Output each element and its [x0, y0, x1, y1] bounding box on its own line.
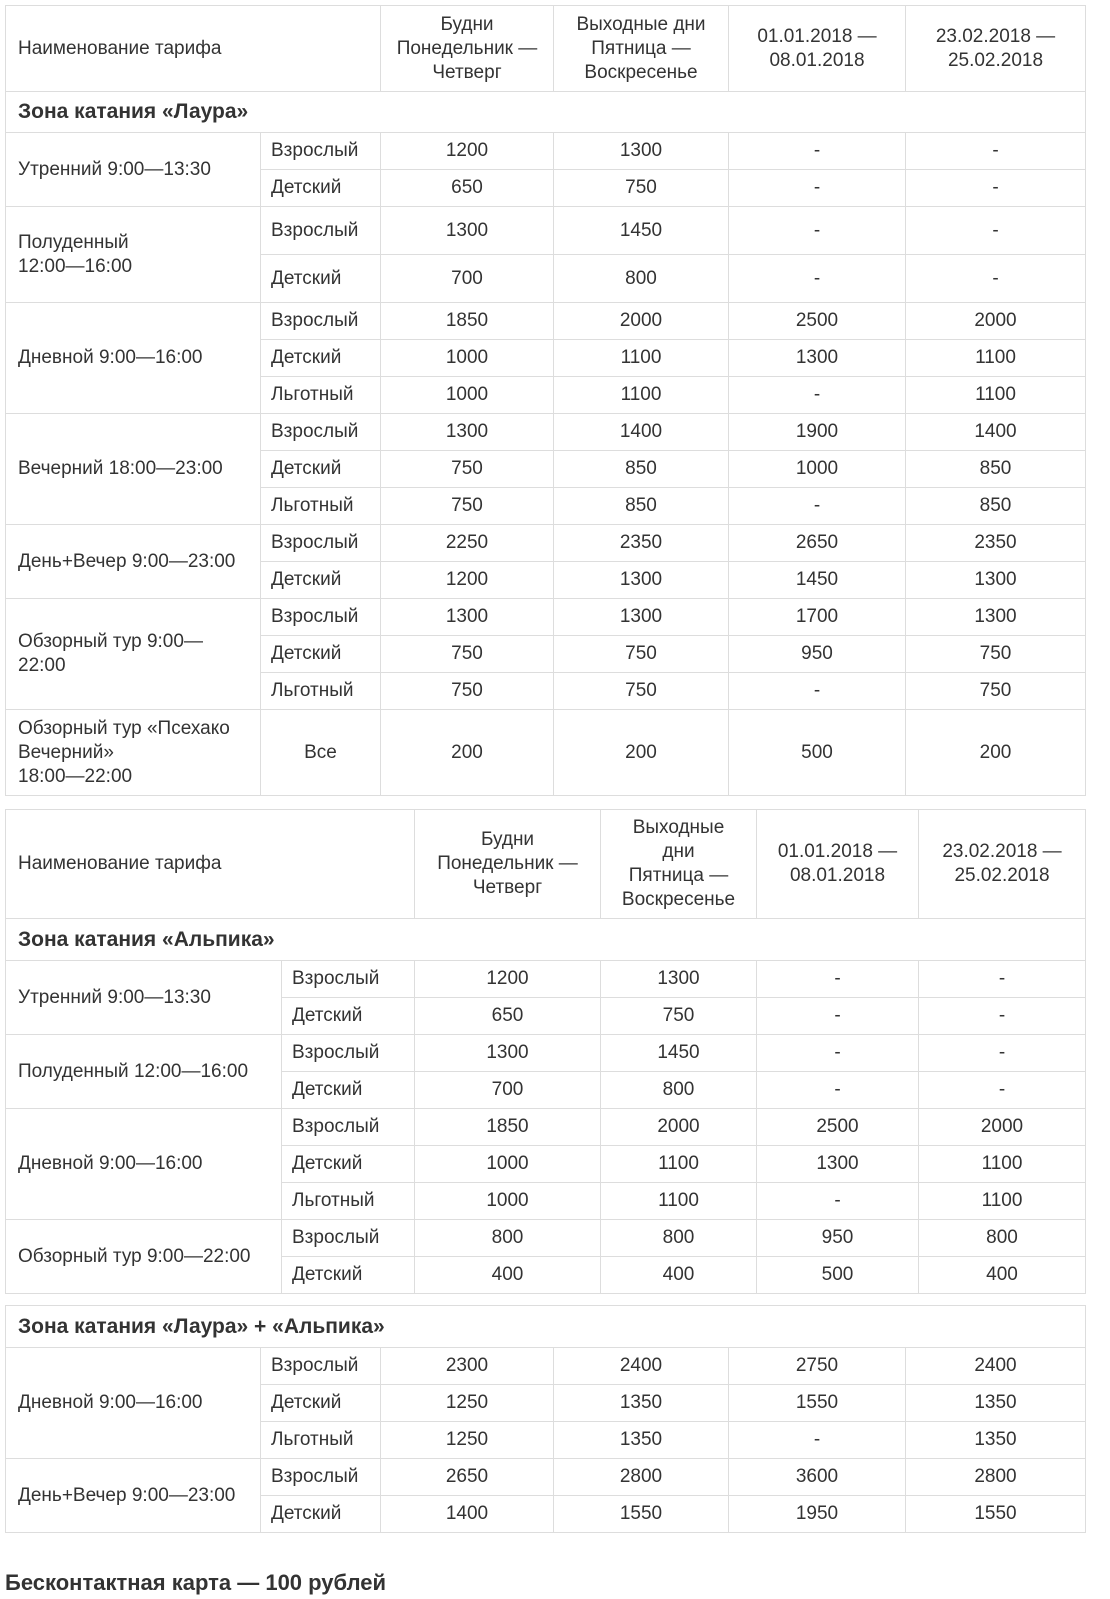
- tariff-name-cell: [6, 414, 261, 525]
- tariff-table-combo: [5, 1305, 1086, 1533]
- price-cell: 1000: [381, 340, 554, 377]
- price-cell: 2000: [554, 303, 729, 340]
- price-cell: 1400: [554, 414, 729, 451]
- price-cell: 1000: [381, 377, 554, 414]
- tariff-name-cell: [6, 207, 261, 303]
- price-cell: -: [729, 377, 906, 414]
- price-cell: 1200: [415, 961, 601, 998]
- header-period-january: [729, 6, 906, 92]
- price-cell: 750: [554, 673, 729, 710]
- header-weekend: [601, 810, 757, 919]
- price-cell: 400: [601, 1257, 757, 1294]
- price-cell: 750: [381, 451, 554, 488]
- price-cell: 2350: [906, 525, 1086, 562]
- category-cell: Взрослый: [261, 303, 381, 340]
- tariff-name-line: Обзорный тур 9:00—: [18, 631, 203, 652]
- price-cell: 1300: [554, 562, 729, 599]
- price-cell: 1550: [554, 1496, 729, 1533]
- header-weekdays: [415, 810, 601, 919]
- price-cell: 400: [919, 1257, 1086, 1294]
- table-row: [6, 1459, 1086, 1496]
- price-cell: 1300: [906, 562, 1086, 599]
- category-cell: Льготный: [261, 1422, 381, 1459]
- tariff-name-cell: [6, 710, 261, 796]
- price-cell: 1450: [601, 1035, 757, 1072]
- category-cell: Все: [261, 710, 381, 796]
- tariff-name-cell: [6, 525, 261, 599]
- zone-title-combo: Зона катания «Лаура» + «Альпика»: [6, 1306, 1086, 1348]
- price-cell: 750: [381, 673, 554, 710]
- price-cell: 1350: [554, 1422, 729, 1459]
- price-cell: 750: [601, 998, 757, 1035]
- price-cell: 200: [381, 710, 554, 796]
- price-cell: 2400: [906, 1348, 1086, 1385]
- table-row: [6, 961, 1086, 998]
- price-cell: 2650: [729, 525, 906, 562]
- category-cell: Детский: [261, 340, 381, 377]
- price-cell: 1300: [415, 1035, 601, 1072]
- header-line: 01.01.2018 —: [757, 25, 877, 47]
- price-cell: 850: [906, 451, 1086, 488]
- category-cell: Детский: [282, 998, 415, 1035]
- table-header-row: [6, 6, 1086, 92]
- price-cell: 1550: [729, 1385, 906, 1422]
- zone-row: [6, 92, 1086, 133]
- price-cell: 500: [729, 710, 906, 796]
- table-row: [6, 710, 1086, 796]
- price-cell: 200: [554, 710, 729, 796]
- header-line: Четверг: [432, 61, 502, 83]
- price-cell: 1850: [381, 303, 554, 340]
- price-cell: 750: [381, 636, 554, 673]
- price-cell: 2500: [757, 1109, 919, 1146]
- price-cell: 800: [554, 255, 729, 303]
- header-line: 25.02.2018: [954, 865, 1050, 886]
- header-line: Четверг: [472, 877, 543, 898]
- price-cell: 500: [757, 1257, 919, 1294]
- price-cell: 1300: [381, 599, 554, 636]
- category-cell: Детский: [282, 1072, 415, 1109]
- price-cell: 750: [381, 488, 554, 525]
- table-row: [6, 525, 1086, 562]
- category-cell: Льготный: [261, 673, 381, 710]
- price-cell: 2750: [729, 1348, 906, 1385]
- price-cell: 1100: [919, 1183, 1086, 1220]
- price-cell: 1250: [381, 1385, 554, 1422]
- price-cell: 750: [906, 673, 1086, 710]
- price-cell: 400: [415, 1257, 601, 1294]
- tariff-name-cell: [6, 133, 261, 207]
- category-cell: Взрослый: [261, 599, 381, 636]
- price-cell: 1850: [415, 1109, 601, 1146]
- table-row: [6, 1109, 1086, 1146]
- header-line: 08.01.2018: [789, 865, 886, 886]
- price-cell: 2000: [906, 303, 1086, 340]
- header-weekdays: [381, 6, 554, 92]
- price-cell: 650: [415, 998, 601, 1035]
- tariff-name-line: День+Вечер 9:00—23:00: [18, 550, 236, 572]
- header-tariff-name: Наименование тарифа: [6, 6, 381, 92]
- price-cell: 800: [601, 1072, 757, 1109]
- price-cell: 1400: [906, 414, 1086, 451]
- tariff-name-line: Утренний 9:00—13:30: [18, 158, 211, 180]
- price-cell: 1550: [906, 1496, 1086, 1533]
- category-cell: Детский: [261, 451, 381, 488]
- tariff-name-line: 22:00: [18, 655, 66, 676]
- price-cell: 850: [554, 451, 729, 488]
- price-cell: 750: [554, 170, 729, 207]
- price-cell: 1100: [601, 1183, 757, 1220]
- tariff-table-laura: [5, 5, 1086, 796]
- header-line: 01.01.2018 —: [777, 841, 898, 862]
- price-cell: 200: [906, 710, 1086, 796]
- tariff-name-cell: [6, 599, 261, 710]
- header-period-february: [906, 6, 1086, 92]
- header-line: 23.02.2018 —: [935, 25, 1056, 47]
- price-cell: 1100: [919, 1146, 1086, 1183]
- header-line: Пятница —: [628, 865, 729, 886]
- price-cell: 1100: [554, 377, 729, 414]
- tariff-name-cell: [6, 1220, 282, 1294]
- price-cell: 850: [906, 488, 1086, 525]
- price-cell: -: [729, 1422, 906, 1459]
- price-cell: 2500: [729, 303, 906, 340]
- price-cell: 1200: [381, 562, 554, 599]
- price-cell: 1300: [381, 414, 554, 451]
- header-line: Будни: [440, 13, 494, 35]
- price-cell: 1000: [415, 1183, 601, 1220]
- price-cell: 2800: [906, 1459, 1086, 1496]
- price-cell: 2000: [919, 1109, 1086, 1146]
- table-row: [6, 1220, 1086, 1257]
- category-cell: Взрослый: [261, 414, 381, 451]
- price-cell: 800: [415, 1220, 601, 1257]
- price-cell: 1200: [381, 133, 554, 170]
- tariff-name-line: Полуденный 12:00—16:00: [18, 1060, 249, 1082]
- header-period-january: [757, 810, 919, 919]
- price-cell: 2650: [381, 1459, 554, 1496]
- price-cell: 2400: [554, 1348, 729, 1385]
- price-cell: 1350: [906, 1385, 1086, 1422]
- price-cell: -: [729, 207, 906, 255]
- price-cell: 800: [601, 1220, 757, 1257]
- price-cell: 1350: [906, 1422, 1086, 1459]
- price-cell: 750: [554, 636, 729, 673]
- category-cell: Взрослый: [261, 1348, 381, 1385]
- price-cell: 1300: [554, 599, 729, 636]
- tariff-name-line: Полуденный: [18, 231, 129, 253]
- category-cell: Детский: [261, 636, 381, 673]
- price-cell: -: [906, 133, 1086, 170]
- category-cell: Детский: [282, 1257, 415, 1294]
- table-header-row: [6, 810, 1086, 919]
- price-cell: 850: [554, 488, 729, 525]
- table-row: [6, 303, 1086, 340]
- price-cell: -: [906, 207, 1086, 255]
- price-cell: 950: [729, 636, 906, 673]
- header-weekend: [554, 6, 729, 92]
- price-cell: -: [757, 1072, 919, 1109]
- price-cell: -: [919, 998, 1086, 1035]
- tariff-name-cell: [6, 1035, 282, 1109]
- price-cell: -: [757, 1035, 919, 1072]
- zone-row: [6, 1306, 1086, 1348]
- header-line: Будни: [480, 829, 535, 850]
- header-line: Понедельник —: [437, 853, 578, 874]
- tariff-name-line: Вечерний 18:00—23:00: [18, 458, 223, 479]
- price-cell: 1300: [381, 207, 554, 255]
- category-cell: Детский: [261, 170, 381, 207]
- header-line: дни: [662, 841, 695, 862]
- header-line: Выходные дни: [576, 13, 706, 35]
- category-cell: Льготный: [261, 488, 381, 525]
- table-row: [6, 1348, 1086, 1385]
- price-cell: 750: [906, 636, 1086, 673]
- price-cell: 1950: [729, 1496, 906, 1533]
- price-cell: 1100: [906, 340, 1086, 377]
- tariff-name-line: 18:00—22:00: [18, 765, 133, 787]
- zone-row: [6, 919, 1086, 961]
- header-period-february: [919, 810, 1086, 919]
- category-cell: Детский: [261, 1496, 381, 1533]
- contactless-card-note: Бесконтактная карта — 100 рублей: [5, 1570, 387, 1595]
- price-cell: 800: [919, 1220, 1086, 1257]
- price-cell: 1450: [554, 207, 729, 255]
- tariff-name-line: Дневной 9:00—16:00: [18, 347, 203, 368]
- category-cell: Взрослый: [261, 133, 381, 170]
- price-cell: 2250: [381, 525, 554, 562]
- category-cell: Детский: [261, 255, 381, 303]
- tariff-name-line: Вечерний»: [18, 741, 114, 763]
- header-tariff-name: Наименование тарифа: [6, 810, 415, 919]
- header-line: 23.02.2018 —: [942, 841, 1062, 862]
- header-line: Пятница —: [591, 37, 691, 59]
- category-cell: Взрослый: [261, 525, 381, 562]
- price-cell: 3600: [729, 1459, 906, 1496]
- price-cell: -: [919, 1072, 1086, 1109]
- price-cell: -: [757, 1183, 919, 1220]
- category-cell: Детский: [261, 562, 381, 599]
- tariff-name-cell: [6, 1459, 261, 1533]
- price-cell: -: [729, 488, 906, 525]
- tariff-name-line: Дневной 9:00—16:00: [18, 1392, 203, 1413]
- price-cell: 2800: [554, 1459, 729, 1496]
- tariff-name-line: День+Вечер 9:00—23:00: [18, 1484, 236, 1506]
- category-cell: Детский: [282, 1146, 415, 1183]
- price-cell: 2000: [601, 1109, 757, 1146]
- price-cell: 1450: [729, 562, 906, 599]
- header-line: 08.01.2018: [769, 49, 865, 71]
- price-cell: -: [729, 133, 906, 170]
- price-cell: 1250: [381, 1422, 554, 1459]
- price-cell: 700: [381, 255, 554, 303]
- category-cell: Льготный: [261, 377, 381, 414]
- price-cell: 700: [415, 1072, 601, 1109]
- price-cell: 1350: [554, 1385, 729, 1422]
- header-line: Воскресенье: [584, 61, 698, 83]
- table-row: [6, 207, 1086, 255]
- price-cell: 1000: [415, 1146, 601, 1183]
- category-cell: Взрослый: [282, 1035, 415, 1072]
- price-cell: 2350: [554, 525, 729, 562]
- tariff-table-alpika: [5, 809, 1086, 1294]
- price-cell: 1300: [554, 133, 729, 170]
- price-cell: 950: [757, 1220, 919, 1257]
- price-cell: -: [757, 961, 919, 998]
- header-line: Выходные: [632, 817, 725, 838]
- price-cell: -: [757, 998, 919, 1035]
- price-cell: 1000: [729, 451, 906, 488]
- header-line: 25.02.2018: [947, 49, 1044, 71]
- category-cell: Взрослый: [282, 1109, 415, 1146]
- table-row: [6, 414, 1086, 451]
- tariff-name-line: Дневной 9:00—16:00: [18, 1153, 203, 1174]
- tariff-name-cell: [6, 303, 261, 414]
- price-cell: 1700: [729, 599, 906, 636]
- tariff-name-cell: [6, 1109, 282, 1220]
- table-row: [6, 1035, 1086, 1072]
- price-cell: 1400: [381, 1496, 554, 1533]
- price-cell: -: [729, 170, 906, 207]
- price-cell: 1100: [601, 1146, 757, 1183]
- header-line: Воскресенье: [621, 889, 736, 910]
- tariff-name-line: 12:00—16:00: [18, 255, 133, 277]
- price-cell: 1300: [729, 340, 906, 377]
- table-row: [6, 599, 1086, 636]
- price-cell: 650: [381, 170, 554, 207]
- price-cell: 1900: [729, 414, 906, 451]
- price-cell: 1300: [906, 599, 1086, 636]
- table-row: [6, 133, 1086, 170]
- header-line: Понедельник —: [396, 37, 538, 59]
- category-cell: Льготный: [282, 1183, 415, 1220]
- zone-title-laura: Зона катания «Лаура»: [6, 92, 1086, 133]
- tariff-name-cell: [6, 961, 282, 1035]
- category-cell: Взрослый: [261, 207, 381, 255]
- price-cell: -: [729, 255, 906, 303]
- price-cell: -: [729, 673, 906, 710]
- category-cell: Взрослый: [261, 1459, 381, 1496]
- category-cell: Взрослый: [282, 961, 415, 998]
- price-cell: 1300: [601, 961, 757, 998]
- price-cell: 1100: [906, 377, 1086, 414]
- tariff-name-line: Обзорный тур «Псехако: [18, 717, 230, 739]
- category-cell: Детский: [261, 1385, 381, 1422]
- price-cell: 2300: [381, 1348, 554, 1385]
- tariff-name-line: Обзорный тур 9:00—22:00: [18, 1245, 251, 1267]
- category-cell: Взрослый: [282, 1220, 415, 1257]
- price-cell: 1100: [554, 340, 729, 377]
- price-cell: 1300: [757, 1146, 919, 1183]
- zone-title-alpika: Зона катания «Альпика»: [6, 919, 1086, 961]
- price-cell: -: [919, 961, 1086, 998]
- tariff-name-cell: [6, 1348, 261, 1459]
- price-cell: -: [906, 170, 1086, 207]
- price-cell: -: [919, 1035, 1086, 1072]
- tariff-name-line: Утренний 9:00—13:30: [18, 986, 211, 1008]
- price-cell: -: [906, 255, 1086, 303]
